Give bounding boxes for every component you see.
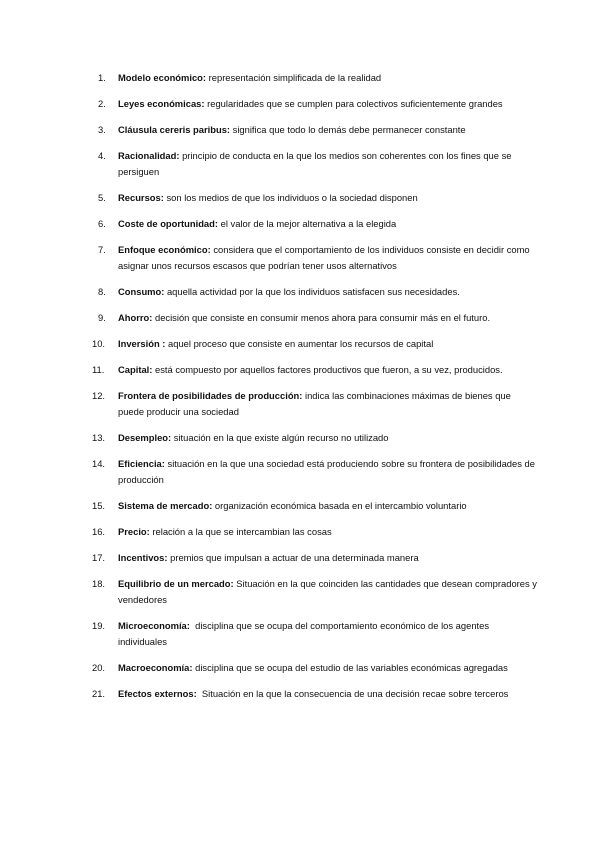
item-definition: regularidades que se cumplen para colectivos suficientemente grandes (207, 98, 503, 109)
item-term: Sistema de mercado (118, 500, 210, 511)
item-term: Precio (118, 526, 147, 537)
glossary-item (0, 686, 539, 702)
item-definition: significa que todo lo demás debe permanecer constante (232, 124, 466, 135)
item-number: 19. (92, 620, 106, 631)
glossary-item (0, 550, 539, 566)
item-separator: : (186, 620, 196, 631)
item-separator: : (160, 192, 167, 203)
item-definition: está compuesto por aquellos factores productivos que fueron, a su vez, producidos. (155, 364, 503, 375)
item-number: 4. (98, 150, 106, 161)
glossary-item (0, 284, 539, 300)
item-number: 7. (98, 244, 106, 255)
item-separator: : (209, 500, 215, 511)
item-number: 18. (92, 578, 106, 589)
item-definition: situación en la que una sociedad está produciendo sobre su frontera de posibilidades de producción (118, 458, 535, 485)
item-definition: considera que el comportamiento de los individuos consiste en decidir como asignar unos recursos escasos que podrían tener usos alternativos (118, 244, 530, 271)
item-number: 15. (92, 500, 106, 511)
item-number: 10. (92, 338, 106, 349)
item-term: Recursos (118, 192, 161, 203)
glossary-item (0, 190, 539, 206)
glossary-item (0, 388, 539, 420)
item-definition: son los medios de que los individuos o la sociedad disponen (166, 192, 418, 203)
item-separator: : (201, 98, 208, 109)
item-separator: : (193, 688, 202, 699)
item-definition: situación en la que existe algún recurso no utilizado (173, 432, 389, 443)
item-definition: representación simplificada de la realidad (208, 72, 382, 83)
item-definition: Situación en la que coinciden las cantidades que desean compradores y vendedores (118, 578, 537, 605)
item-separator: : (202, 72, 209, 83)
item-number: 6. (98, 218, 106, 229)
item-separator: : (146, 526, 153, 537)
glossary-item (0, 456, 539, 488)
glossary-item (0, 70, 539, 86)
item-number: 1. (98, 72, 106, 83)
item-term: Efectos externos (118, 688, 194, 699)
item-definition: indica las combinaciones máximas de bienes que puede producir una sociedad (118, 390, 511, 417)
item-definition: aquel proceso que consiste en aumentar los recursos de capital (168, 338, 434, 349)
item-definition: disciplina que se ocupa del estudio de las variables económicas agregadas (195, 662, 508, 673)
item-term: Frontera de posibilidades de producción (118, 390, 300, 401)
glossary-item (0, 498, 539, 514)
item-number: 3. (98, 124, 106, 135)
item-separator: : (226, 124, 233, 135)
item-separator: : (159, 338, 169, 349)
item-number: 13. (92, 432, 106, 443)
item-term: Consumo (118, 286, 162, 297)
item-separator: : (168, 432, 174, 443)
glossary-item (0, 310, 539, 326)
item-term: Capital (118, 364, 150, 375)
item-term: Racionalidad (118, 150, 177, 161)
glossary-item (0, 96, 539, 112)
item-term: Modelo económico (118, 72, 203, 83)
item-separator: : (149, 364, 155, 375)
item-separator: : (299, 390, 306, 401)
glossary-item (0, 362, 539, 378)
item-separator: : (214, 218, 221, 229)
item-term: Ahorro (118, 312, 150, 323)
item-definition: premios que impulsan a actuar de una determinada manera (170, 552, 419, 563)
item-number: 17. (92, 552, 106, 563)
item-term: Coste de oportunidad (118, 218, 215, 229)
item-term: Equilibrio de un mercado (118, 578, 231, 589)
item-definition: organización económica basada en el intercambio voluntario (214, 500, 467, 511)
item-definition: relación a la que se intercambian las cosas (152, 526, 332, 537)
item-term: Desempleo (118, 432, 169, 443)
glossary-item (0, 618, 539, 650)
item-separator: : (189, 662, 196, 673)
item-term: Eficiencia (118, 458, 162, 469)
item-definition: Situación en la que la consecuencia de una decisión recae sobre terceros (201, 688, 509, 699)
item-number: 14. (92, 458, 106, 469)
item-term: Leyes económicas (118, 98, 202, 109)
item-definition: decisión que consiste en consumir menos ahora para consumir más en el futuro. (154, 312, 491, 323)
item-number: 11. (92, 364, 105, 375)
item-term: Enfoque económico (118, 244, 208, 255)
item-number: 2. (98, 98, 106, 109)
item-number: 9. (98, 312, 106, 323)
glossary-item (0, 242, 539, 274)
item-separator: : (149, 312, 155, 323)
glossary-item (0, 148, 539, 180)
item-term: Incentivos (118, 552, 165, 563)
item-term: Microeconomía (118, 620, 187, 631)
item-definition: el valor de la mejor alternativa a la elegida (220, 218, 397, 229)
glossary-item (0, 660, 539, 676)
item-separator: : (176, 150, 183, 161)
item-number: 12. (92, 390, 106, 401)
glossary-item (0, 430, 539, 446)
item-separator: : (230, 578, 237, 589)
item-definition: aquella actividad por la que los individuos satisfacen sus necesidades. (166, 286, 460, 297)
item-separator: : (161, 458, 168, 469)
item-term: Inversión (118, 338, 160, 349)
glossary-item (0, 122, 539, 138)
glossary-item (0, 216, 539, 232)
glossary-item (0, 576, 539, 608)
glossary-item (0, 524, 539, 540)
item-definition: disciplina que se ocupa del comportamiento económico de los agentes individuales (118, 620, 490, 647)
item-number: 5. (98, 192, 106, 203)
glossary-item (0, 336, 539, 352)
glossary-list (0, 70, 539, 702)
item-number: 16. (92, 526, 106, 537)
item-number: 8. (98, 286, 106, 297)
item-term: Cláusula cereris paribus (118, 124, 227, 135)
item-definition: principio de conducta en la que los medios son coherentes con los fines que se persiguen (118, 150, 512, 177)
item-number: 20. (92, 662, 106, 673)
item-separator: : (161, 286, 167, 297)
item-separator: : (164, 552, 171, 563)
item-term: Macroeconomía (118, 662, 190, 673)
item-separator: : (207, 244, 214, 255)
item-number: 21. (92, 688, 106, 699)
